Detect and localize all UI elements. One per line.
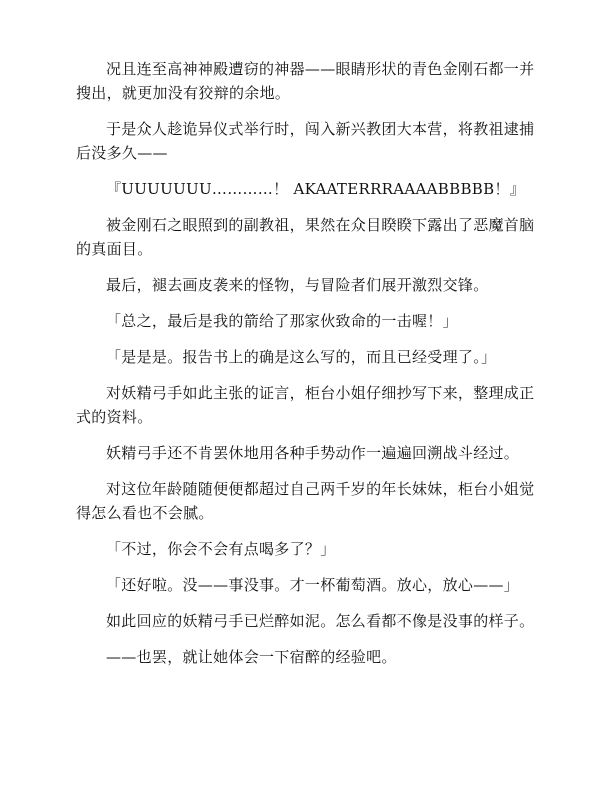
paragraph-12: 「还好啦。没——事没事。才一杯葡萄酒。放心，放心——」	[106, 576, 520, 594]
paragraph-3: 『UUUUUUU…………！ AKAATERRRAAAABBBBB！』	[106, 180, 526, 198]
body-text	[76, 57, 539, 681]
paragraph-6: 「总之，最后是我的箭给了那家伙致命的一击喔！」	[106, 312, 458, 330]
paragraph-4: 被金刚石之眼照到的副教祖，果然在众目睽睽下露出了恶魔首脑的真面目。	[76, 216, 535, 258]
paragraph-11: 「不过，你会不会有点喝多了？」	[106, 540, 336, 558]
paragraph-5: 最后，褪去画皮袭来的怪物，与冒险者们展开激烈交锋。	[106, 276, 489, 294]
paragraph-9: 妖精弓手还不肯罢休地用各种手势动作一遍遍回溯战斗经过。	[106, 444, 520, 462]
paragraph-7: 「是是是。报告书上的确是这么写的，而且已经受理了。」	[106, 348, 497, 366]
paragraph-10: 对这位年龄随随便便都超过自己两千岁的年长妹妹，柜台小姐觉得怎么看也不会腻。	[76, 480, 535, 522]
paragraph-2: 于是众人趁诡异仪式举行时，闯入新兴教团大本营，将教祖逮捕后没多久——	[76, 120, 535, 162]
paragraph-8: 对妖精弓手如此主张的证言，柜台小姐仔细抄写下来，整理成正式的资料。	[76, 384, 535, 426]
paragraph-14: ——也罢，就让她体会一下宿醉的经验吧。	[106, 648, 397, 666]
paragraph-13: 如此回应的妖精弓手已烂醉如泥。怎么看都不像是没事的样子。	[106, 612, 535, 630]
paragraph-1: 况且连至高神神殿遭窃的神器——眼睛形状的青色金刚石都一并搜出，就更加没有狡辩的余地。	[76, 60, 535, 102]
